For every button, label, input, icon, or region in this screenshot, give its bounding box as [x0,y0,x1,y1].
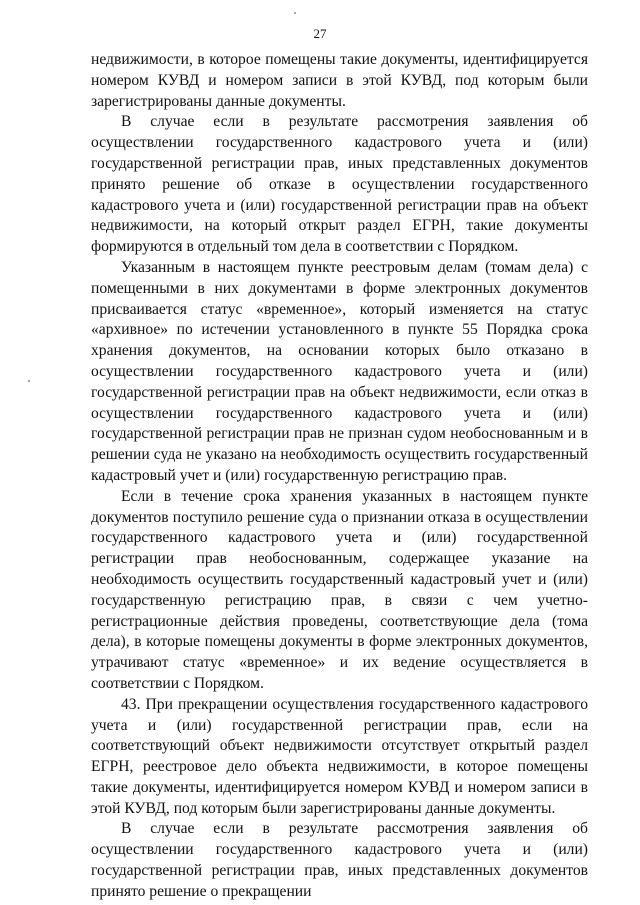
paragraph-termination: В случае если в результате рассмотрения заявления об осуществлении государственного кадастрового учета и (или) государственной регистрации прав, иных представленных документов принято решение о прекращении [91,820,588,900]
paragraph-continuation: недвижимости, в которое помещены такие документы, идентифицируется номером КУВД и номером записи в этой КУВД, под которым были зарегистрированы данные документы. [91,51,588,110]
page-number: 27 [313,26,327,41]
paragraph-refusal-volume: В случае если в результате рассмотрения заявления об осуществлении государственного кадастрового учета и (или) государственной регистрации прав, иных представленных документов принято решение об отказе в осуществлении государственного кадастрового учета и (или) государственной регистрации прав на объект недвижимости, на который открыт раздел ЕГРН, такие документы формируются в отдельный том дела в соответствии с Порядком. [91,113,588,256]
paragraph-item-43: 43. При прекращении осуществления государственного кадастрового учета и (или) государственной регистрации прав, если на соответствующий объект недвижимости отсутствует открытый раздел ЕГРН, реестровое дело объекта недвижимости, в которое помещены такие документы, идентифицируется номером КУВД и номером записи в этой КУВД, под которым были зарегистрированы данные документы. [91,695,588,817]
scan-speck [294,12,296,14]
document-body [91,50,588,903]
scan-speck [28,380,30,382]
paragraph-temporary-status: Указанным в настоящем пункте реестровым делам (томам дела) с помещенными в них документами в форме электронных документов присваивается статус «временное», который изменяется на статус «архивное» по истечении установленного в пункте 55 Порядка срока хранения документов, на основании которых было отказано в осуществлении государственного кадастрового учета и (или) государственной регистрации прав на объект недвижимости, если отказ в осуществлении государственного кадастрового учета и (или) государственной регистрации прав не признан судом необоснованным и в решении суда не указано на необходимость осуществить государственный кадастровый учет и (или) государственную регистрацию прав. [91,258,588,484]
paragraph-court-decision: Если в течение срока хранения указанных в настоящем пункте документов поступило решение суда о признании отказа в осуществлении государственного кадастрового учета и (или) государственной регистрации прав необоснованным, содержащее указание на необходимость осуществить государственный кадастровый учет и (или) государственную регистрацию прав, в связи с чем учетно-регистрационные действия проведены, соответствующие дела (тома дела), в которые помещены документы в форме электронных документов, утрачивают статус «временное» и их ведение осуществляется в соответствии с Порядком. [91,487,588,692]
